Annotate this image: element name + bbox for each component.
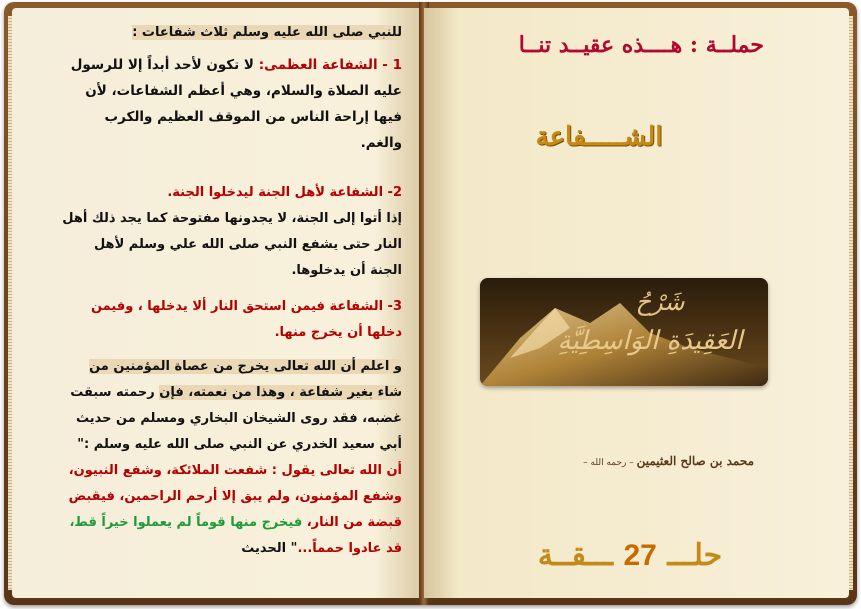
intro-text: للنبي صلى الله عليه وسلم ثلاث شفاعات : (132, 25, 402, 40)
episode-number: 27 (623, 539, 657, 572)
item-3: 3- الشفاعة فيمن استحق النار ألا يدخلها ، وفيمن دخلها أن يخرج منها. (90, 299, 402, 340)
item-2 (62, 180, 402, 284)
item-1 (62, 52, 402, 156)
hadith-text-end: قد عادوا حمماً... (297, 541, 402, 556)
campaign-title: حملــة : هــــذه عقيــد تنــا (518, 32, 764, 58)
hadith-text: أن الله تعالى يقول : شفعت الملائكة، وشفع النبيون، وشفع المؤمنون، ولم يبق إلا أرحم الراحمين، فيقبض قبضة من النار، (68, 463, 402, 530)
page-edge (8, 16, 12, 590)
paragraph-text: رحمته سبقت غضبه، فقد روى الشيخان البخاري ومسلم من حديث أبي سعيد الخدري عن النبي صلى الله عليه وسلم :" (70, 385, 402, 452)
book-title-line-1: شَرْحُ (635, 288, 685, 316)
hadith-closing: " الحديث (241, 541, 298, 556)
book-cover-image (480, 278, 768, 386)
intro-line (62, 22, 402, 44)
episode-suffix: ـــقــة (537, 538, 614, 573)
item-2-text: إذا أتوا إلى الجنة، لا يجدونها مفتوحة كما يجد ذلك أهل النار حتى يشفع النبي صلى الله علي وسلم لأهل الجنة أن يدخلوها. (62, 211, 402, 278)
item-2-title: 2- الشفاعة لأهل الجنة ليدخلوا الجنة. (167, 185, 402, 200)
episode-prefix: حلـــ (667, 538, 723, 573)
page-edge (849, 16, 853, 590)
episode-label (490, 538, 770, 582)
hadith-green-text: فيخرج منها قوماً لم يعملوا خيراً قط، (69, 515, 307, 530)
item-1-text: لا تكون لأحد أبداً إلا للرسول عليه الصلاة والسلام، وهي أعظم الشفاعات، لأن فيها إراحة الناس من الموقف العظيم والكرب والغم. (70, 57, 402, 151)
left-page (12, 8, 424, 598)
item-1-title: 1 - الشفاعة العظمى: (258, 57, 402, 73)
highlighted-sentence: و اعلم أن الله تعالى يخرج من عصاة المؤمنين من شاء بغير شفاعة ، وهذا من نعمته، فإن (89, 359, 402, 400)
topic-title: الشـــــفاعة (535, 122, 663, 152)
book (4, 2, 857, 605)
book-title-line-2: العَقِيدَةِ الوَاسِطِيَّةِ (557, 326, 743, 356)
closing-paragraph (62, 354, 402, 562)
author-suffix: – رحمه الله – (583, 458, 637, 468)
author-name (490, 454, 754, 468)
author-text: محمد بن صالح العثيمين (636, 454, 754, 468)
